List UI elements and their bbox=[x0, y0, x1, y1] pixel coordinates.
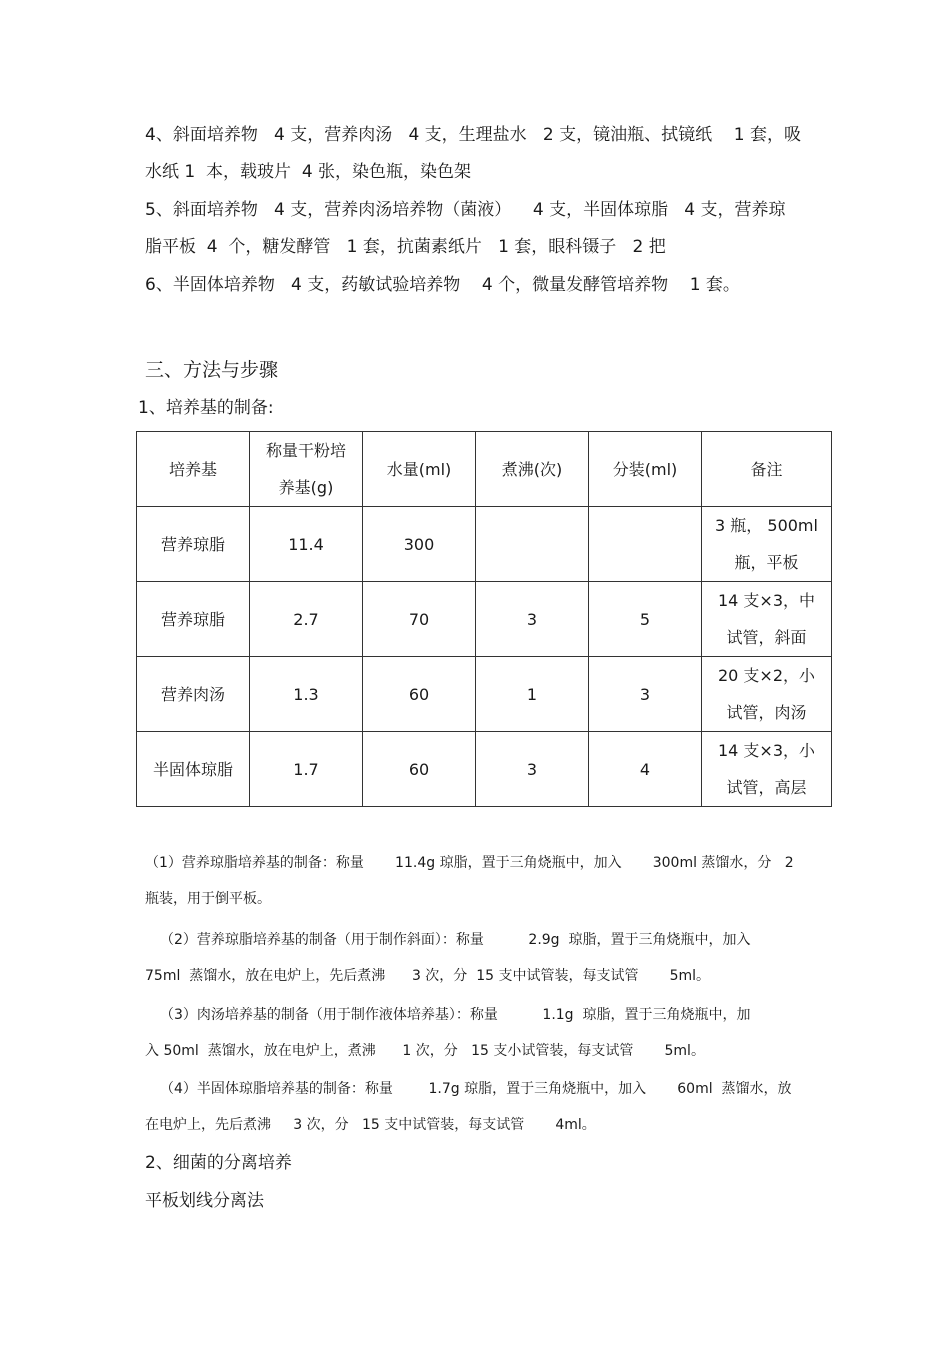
cell-dispense: 3 bbox=[589, 657, 702, 732]
header-medium: 培养基 bbox=[137, 432, 250, 507]
header-water: 水量(ml) bbox=[363, 432, 476, 507]
cell-note-line1: 20 支×2，小 bbox=[717, 666, 816, 685]
cell-note-line2: 试管，斜面 bbox=[726, 628, 807, 647]
table-header-row bbox=[137, 432, 832, 507]
cell-dispense: 5 bbox=[589, 582, 702, 657]
cell-dispense bbox=[589, 507, 702, 582]
note-3-line2: 入 50ml 蒸馏水，放在电炉上，煮沸 1 次，分 15 支小试管装，每支试管 5ml。 bbox=[145, 1043, 705, 1059]
note-1-line2: 瓶装，用于倒平板。 bbox=[145, 891, 271, 907]
header-weight-line1: 称量干粉培 bbox=[265, 441, 346, 460]
header-boil: 煮沸(次) bbox=[476, 432, 589, 507]
cell-note-line2: 瓶，平板 bbox=[734, 553, 799, 572]
cell-note-line1: 3 瓶， 500ml bbox=[715, 516, 818, 535]
cell-note bbox=[702, 507, 832, 582]
cell-medium: 营养琼脂 bbox=[137, 507, 250, 582]
cell-note bbox=[702, 657, 832, 732]
cell-water: 70 bbox=[363, 582, 476, 657]
materials-line-4a: 4、斜面培养物 4 支，营养肉汤 4 支，生理盐水 2 支，镜油瓶、拭镜纸 1 套，吸 bbox=[145, 125, 801, 145]
header-dispense: 分装(ml) bbox=[589, 432, 702, 507]
cell-dispense: 4 bbox=[589, 732, 702, 807]
section-title: 三、方法与步骤 bbox=[145, 359, 279, 381]
cell-water: 60 bbox=[363, 657, 476, 732]
cell-note-line2: 试管，肉汤 bbox=[726, 703, 807, 722]
cell-boil: 3 bbox=[476, 732, 589, 807]
cell-medium: 半固体琼脂 bbox=[137, 732, 250, 807]
step-1-title: 1、培养基的制备: bbox=[138, 398, 274, 418]
header-note: 备注 bbox=[702, 432, 832, 507]
cell-weight: 1.3 bbox=[250, 657, 363, 732]
cell-note-line2: 试管，高层 bbox=[726, 778, 807, 797]
cell-boil: 1 bbox=[476, 657, 589, 732]
cell-note bbox=[702, 582, 832, 657]
note-2-line1: （2）营养琼脂培养基的制备（用于制作斜面）：称量 2.9g 琼脂，置于三角烧瓶中，加入 bbox=[160, 932, 751, 948]
cell-boil bbox=[476, 507, 589, 582]
note-4-line1: （4）半固体琼脂培养基的制备：称量 1.7g 琼脂，置于三角烧瓶中，加入 60ml 蒸馏水，放 bbox=[160, 1081, 792, 1097]
header-weight bbox=[250, 432, 363, 507]
cell-water: 60 bbox=[363, 732, 476, 807]
materials-line-5b: 脂平板 4 个，糖发酵管 1 套，抗菌素纸片 1 套，眼科镊子 2 把 bbox=[145, 237, 666, 257]
table-row bbox=[137, 582, 832, 657]
note-2-line2: 75ml 蒸馏水，放在电炉上，先后煮沸 3 次，分 15 支中试管装，每支试管 5ml。 bbox=[145, 968, 711, 984]
cell-note-line1: 14 支×3，中 bbox=[717, 591, 816, 610]
cell-medium: 营养琼脂 bbox=[137, 582, 250, 657]
cell-weight: 11.4 bbox=[250, 507, 363, 582]
note-3-line1: （3）肉汤培养基的制备（用于制作液体培养基）：称量 1.1g 琼脂，置于三角烧瓶中，加 bbox=[160, 1007, 751, 1023]
cell-boil: 3 bbox=[476, 582, 589, 657]
note-4-line2: 在电炉上，先后煮沸 3 次，分 15 支中试管装，每支试管 4ml。 bbox=[145, 1117, 596, 1133]
header-weight-line2: 养基(g) bbox=[278, 478, 334, 497]
table-row bbox=[137, 657, 832, 732]
media-table bbox=[136, 431, 832, 807]
cell-water: 300 bbox=[363, 507, 476, 582]
table-row bbox=[137, 732, 832, 807]
materials-line-6: 6、半固体培养物 4 支，药敏试验培养物 4 个，微量发酵管培养物 1 套。 bbox=[145, 275, 740, 295]
cell-note bbox=[702, 732, 832, 807]
note-1-line1: （1）营养琼脂培养基的制备：称量 11.4g 琼脂，置于三角烧瓶中，加入 300ml 蒸馏水，分 2 bbox=[145, 855, 794, 871]
materials-line-5a: 5、斜面培养物 4 支，营养肉汤培养物（菌液） 4 支，半固体琼脂 4 支，营养琼 bbox=[145, 200, 786, 220]
cell-note-line1: 14 支×3，小 bbox=[717, 741, 816, 760]
table-row bbox=[137, 507, 832, 582]
cell-weight: 2.7 bbox=[250, 582, 363, 657]
method-title: 平板划线分离法 bbox=[145, 1191, 264, 1211]
materials-line-4b: 水纸 1 本，载玻片 4 张，染色瓶，染色架 bbox=[145, 162, 472, 182]
cell-weight: 1.7 bbox=[250, 732, 363, 807]
cell-medium: 营养肉汤 bbox=[137, 657, 250, 732]
step-2-title: 2、细菌的分离培养 bbox=[145, 1153, 292, 1173]
